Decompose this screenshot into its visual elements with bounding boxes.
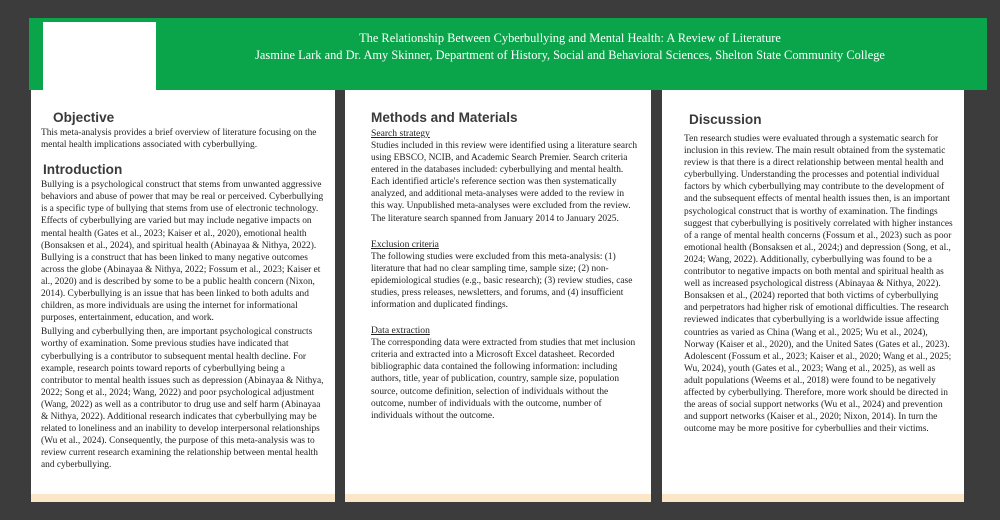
poster-authors: Jasmine Lark and Dr. Amy Skinner, Department of History, Social and Behavioral Sciences, Shelton State Community College	[255, 48, 885, 62]
discussion-heading: Discussion	[689, 112, 762, 127]
search-strategy-text: Studies included in this review were identified using a literature search using EBSCO, NCIB, and Academic Search Premier. Search criteria entered in the databases included: cyberbullying and mental health. Each identified article's reference section was then systematically analyzed, and additional meta-analyses were added to the review in this way. Unpublished meta-analyses were excluded from the review. The literature search spanned from January 2014 to January 2025.	[371, 141, 638, 224]
introduction-paragraph-1: Bullying is a psychological construct that stems from unwanted aggressive behaviors and abuse of power that may be real or perceived. Cyberbullying is a specific type of bullying that stems from use of electronic technology. Effects of cyberbullying are varied but may include negative impacts on mental health (Gates et al., 2023; Kaiser et al., 2020), emotional health (Bonsaksen et al., 2024), and spiritual health (Abinayaa & Nithya, 2022). Bullying is a construct that has been linked to many negative outcomes across the globe (Abinayaa & Nithya, 2022; Fossum et al., 2023; Kaiser et al., 2020) and is described by some to be a public health concern (Nixon, 2014). Cyberbullying is an issue that has been linked to both adults and children, as more individuals are using the internet for informational purposes, entertainment, education, and work.	[41, 180, 324, 324]
exclusion-criteria-heading: Exclusion criteria	[371, 238, 439, 250]
right-margin-strip	[966, 90, 987, 502]
objective-heading: Objective	[53, 110, 115, 125]
data-extraction-text: The corresponding data were extracted from studies that met inclusion criteria and extracted into a Microsoft Excel datasheet. Recorded bibliographic data contained the following information: including authors, title, year of publication, country, sample size, population source, outcome definition, selection of individuals without the outcome, number of individuals with the outcome, number of individuals without the outcome.	[371, 338, 636, 421]
poster-title: The Relationship Between Cyberbullying and Mental Health: A Review of Literature	[359, 31, 781, 45]
header-text	[170, 30, 970, 64]
objective-text: This meta-analysis provides a brief overview of literature focusing on the mental health implications associated with cyberbullying.	[41, 128, 317, 151]
methods-heading: Methods and Materials	[371, 110, 518, 125]
data-extraction-heading: Data extraction	[371, 325, 430, 337]
search-strategy-heading: Search strategy	[371, 128, 430, 139]
left-panel	[31, 90, 335, 502]
introduction-paragraph-2: Bullying and cyberbullying then, are important psychological constructs worthy of examination. Some previous studies have indicated that cyberbullying is a contributor to subsequent mental health decline. For example, research points toward reports of cyberbullying being a contributor to mental health issues such as depression (Abinayaa & Nithya, 2022; Song et al., 2024; Wang, 2022) and poor psychological adjustment (Wang, 2022) as well as a contributor to drug use and self harm (Abinayaa & Nithya, 2022). Additional research indicates that cyberbullying may be related to loneliness and an inability to develop interpersonal relationships (Wu et al., 2024). Consequently, the purpose of this meta-analysis was to review current research examining the relationship between mental health and cyberbullying.	[41, 327, 324, 471]
logo-placeholder	[43, 22, 156, 90]
middle-panel	[345, 90, 651, 502]
discussion-text: Ten research studies were evaluated through a systematic search for inclusion in this review. The main result obtained from the systematic review is that there is a direct relationship between mental health and cyberbullying. Understanding the processes and potential individual factors by which cyberbullying may contribute to the development of and the subsequent effects of mental health issues then, is an important psychological construct that is worthy of examination. The findings suggest that cyberbullying is positively correlated with higher instances of a range of mental health concerns (Fossum et al., 2023) such as poor emotional health (Bonsaksen et al., 2024;) and depression (Song, et al., 2024; Wang, 2022). Additionally, cyberbullying was found to be a contributor to negative impacts on both mental and spiritual health as well as increased psychological distress (Abinayaa & Nithya, 2022). Bonsaksen et al., (2024) reported that both victims of cyberbullying and perpetrators had higher risk of emotional difficulties. The research reviewed indicates that cyberbullying is a worldwide issue affecting countries as varied as China (Wang et al., 2025; Wu et al., 2024), Norway (Kaiser et al., 2020), and the United Sates (Gates et al., 2023). Adolescent (Fossum et al., 2023; Kaiser et al., 2020; Wang et al., 2025; Wu, 2024), youth (Gates et al., 2023; Wang et al., 2025), as well as adult populations (Weems et al., 2018) were found to be negatively affected by cyberbullying. Therefore, more work should be directed in the areas of social support networks (Wu et al., 2024) and prevention and support networks (Kaiser et al., 2020; Nixon, 2014). In turn the outcome may be more positive for cyberbullies and their victims.	[684, 134, 953, 435]
right-panel	[662, 90, 964, 502]
introduction-heading: Introduction	[43, 162, 123, 178]
exclusion-criteria-text: The following studies were excluded from this meta-analysis: (1) literature that had no clear sampling time, sample size; (2) non-epidemiological studies (e.g., basic research); (3) review studies, case studies, press releases, newsletters, and forums, and (4) insufficient information and duplicated findings.	[371, 251, 633, 311]
